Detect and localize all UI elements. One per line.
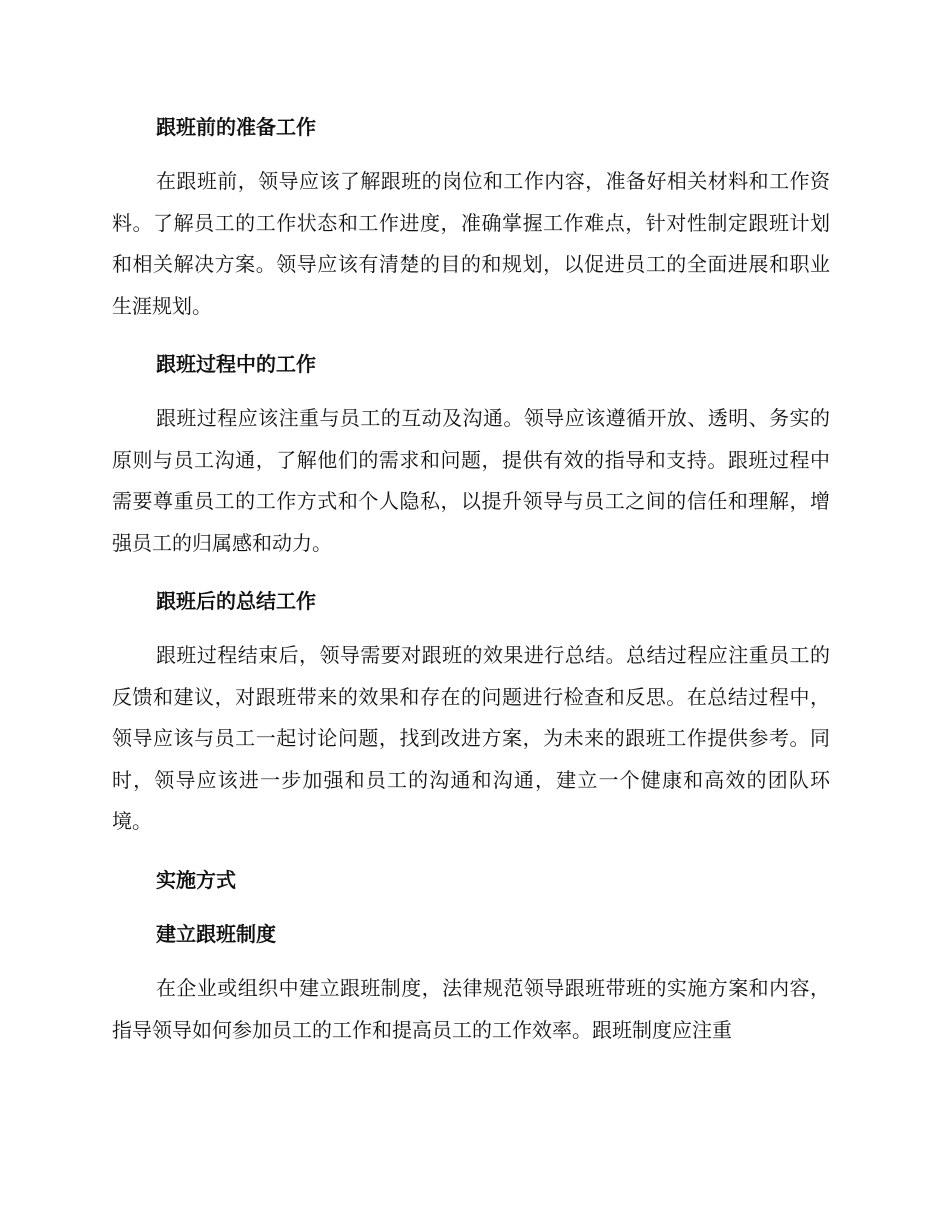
paragraph-summary: 跟班过程结束后，领导需要对跟班的效果进行总结。总结过程应注重员工的反馈和建议，对跟班带来的效果和存在的问题进行检查和反思。在总结过程中，领导应该与员工一起讨论问题，找到改进方案，为未来的跟班工作提供参考。同时，领导应该进一步加强和员工的沟通和沟通，建立一个健康和高效的团队环境。: [112, 643, 830, 833]
paragraph-preparation: 在跟班前，领导应该了解跟班的岗位和工作内容，准备好相关材料和工作资料。了解员工的工作状态和工作进度，准确掌握工作难点，针对性制定跟班计划和相关解决方案。领导应该有清楚的目的和规划，以促进员工的全面进展和职业生涯规划。: [112, 169, 830, 318]
section-heading-implementation: 实施方式: [156, 868, 236, 892]
paragraph-establish-system: 在企业或组织中建立跟班制度，法律规范领导跟班带班的实施方案和内容，指导领导如何参加员工的工作和提高员工的工作效率。跟班制度应注重: [112, 976, 830, 1042]
section-heading-summary: 跟班后的总结工作: [156, 589, 316, 613]
section-heading-process: 跟班过程中的工作: [156, 352, 316, 376]
section-heading-establish-system: 建立跟班制度: [156, 922, 276, 946]
section-heading-preparation: 跟班前的准备工作: [156, 115, 316, 139]
paragraph-process: 跟班过程应该注重与员工的互动及沟通。领导应该遵循开放、透明、务实的原则与员工沟通，了解他们的需求和问题，提供有效的指导和支持。跟班过程中需要尊重员工的工作方式和个人隐私，以提升领导与员工之间的信任和理解，增强员工的归属感和动力。: [112, 406, 830, 555]
